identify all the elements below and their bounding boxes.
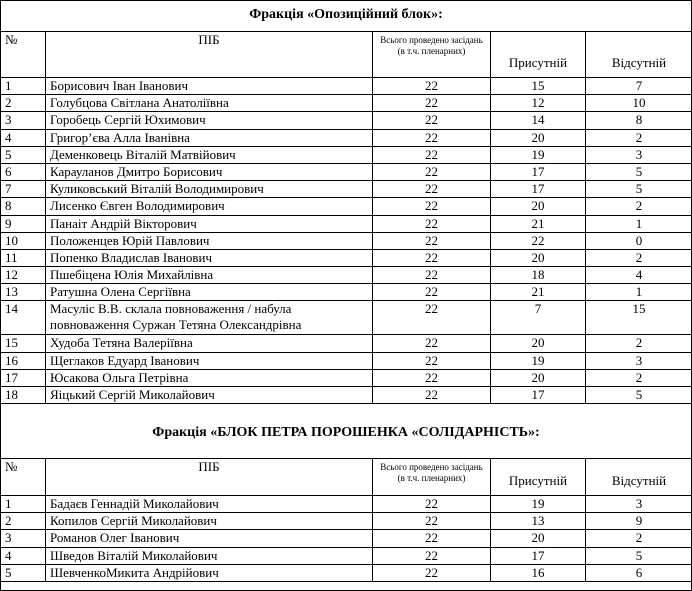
table-header-row xyxy=(1,459,692,496)
row-present: 20 xyxy=(491,530,586,547)
row-name: Бадаєв Геннадій Миколайович xyxy=(46,496,373,513)
section-title-opposition-bloc: Фракція «Опозиційний блок»: xyxy=(249,7,443,22)
row-absent: 7 xyxy=(586,78,692,95)
row-absent: 15 xyxy=(586,301,692,335)
row-present: 17 xyxy=(491,387,586,404)
row-number: 6 xyxy=(1,163,46,180)
attendance-table-poroshenko-bloc xyxy=(0,458,692,582)
row-name: Панаіт Андрій Вікторович xyxy=(46,215,373,232)
row-total-sessions: 22 xyxy=(373,78,491,95)
row-name: Лисенко Євген Володимирович xyxy=(46,198,373,215)
row-present: 17 xyxy=(491,163,586,180)
row-number: 18 xyxy=(1,387,46,404)
row-present: 21 xyxy=(491,284,586,301)
row-number: 12 xyxy=(1,267,46,284)
row-total-sessions: 22 xyxy=(373,267,491,284)
table-row xyxy=(1,78,692,95)
table-row xyxy=(1,564,692,581)
row-total-sessions: 22 xyxy=(373,215,491,232)
row-name: Положенцев Юрій Павлович xyxy=(46,232,373,249)
row-present: 20 xyxy=(491,249,586,266)
row-name: Голубцова Світлана Анатоліївна xyxy=(46,95,373,112)
table-row xyxy=(1,301,692,335)
table-row xyxy=(1,513,692,530)
table-header-row xyxy=(1,32,692,78)
row-present: 7 xyxy=(491,301,586,335)
row-total-sessions: 22 xyxy=(373,387,491,404)
table-row xyxy=(1,163,692,180)
row-name: Худоба Тетяна Валеріївна xyxy=(46,335,373,352)
row-total-sessions: 22 xyxy=(373,335,491,352)
header-total-sessions: Всього проведено засідань (в т.ч. пленарних) xyxy=(373,32,491,78)
table-row xyxy=(1,530,692,547)
row-name: Горобець Сергій Юхимович xyxy=(46,112,373,129)
row-absent: 2 xyxy=(586,249,692,266)
row-total-sessions: 22 xyxy=(373,513,491,530)
row-absent: 1 xyxy=(586,215,692,232)
row-number: 9 xyxy=(1,215,46,232)
row-present: 17 xyxy=(491,181,586,198)
row-total-sessions: 22 xyxy=(373,163,491,180)
row-number: 2 xyxy=(1,95,46,112)
row-absent: 2 xyxy=(586,198,692,215)
row-number: 3 xyxy=(1,112,46,129)
row-present: 20 xyxy=(491,369,586,386)
table-row xyxy=(1,181,692,198)
row-name: Попенко Владислав Іванович xyxy=(46,249,373,266)
row-absent: 10 xyxy=(586,95,692,112)
row-present: 19 xyxy=(491,352,586,369)
row-number: 16 xyxy=(1,352,46,369)
row-total-sessions: 22 xyxy=(373,369,491,386)
row-total-sessions: 22 xyxy=(373,547,491,564)
row-number: 4 xyxy=(1,129,46,146)
row-name: Карауланов Дмитро Борисович xyxy=(46,163,373,180)
row-number: 4 xyxy=(1,547,46,564)
row-number: 17 xyxy=(1,369,46,386)
row-present: 14 xyxy=(491,112,586,129)
row-total-sessions: 22 xyxy=(373,249,491,266)
row-number: 5 xyxy=(1,146,46,163)
table-row xyxy=(1,112,692,129)
row-present: 15 xyxy=(491,78,586,95)
row-absent: 1 xyxy=(586,284,692,301)
row-name: Пшебіцена Юлія Михайлівна xyxy=(46,267,373,284)
table-row xyxy=(1,232,692,249)
row-number: 7 xyxy=(1,181,46,198)
row-present: 21 xyxy=(491,215,586,232)
section-title-poroshenko-bloc: Фракція «БЛОК ПЕТРА ПОРОШЕНКА «СОЛІДАРНІСТЬ»: xyxy=(152,425,540,440)
row-number: 13 xyxy=(1,284,46,301)
row-present: 18 xyxy=(491,267,586,284)
row-name: Борисович Іван Іванович xyxy=(46,78,373,95)
row-present: 12 xyxy=(491,95,586,112)
row-absent: 2 xyxy=(586,335,692,352)
header-total-sessions: Всього проведено засідань (в т.ч. пленарних) xyxy=(373,459,491,496)
row-present: 16 xyxy=(491,564,586,581)
row-name: Яіцький Сергій Миколайович xyxy=(46,387,373,404)
row-total-sessions: 22 xyxy=(373,301,491,335)
row-present: 17 xyxy=(491,547,586,564)
row-name: Деменковець Віталій Матвійович xyxy=(46,146,373,163)
table-row xyxy=(1,496,692,513)
row-absent: 3 xyxy=(586,146,692,163)
table-row xyxy=(1,249,692,266)
table-row xyxy=(1,95,692,112)
row-name: Романов Олег Іванович xyxy=(46,530,373,547)
row-name: Юсакова Ольга Петрівна xyxy=(46,369,373,386)
row-name: Масуліс В.В. склала повноваження / набула повноваження Суржан Тетяна Олександрівна xyxy=(46,301,373,335)
row-total-sessions: 22 xyxy=(373,496,491,513)
row-absent: 2 xyxy=(586,369,692,386)
table-row xyxy=(1,369,692,386)
table-row xyxy=(1,547,692,564)
table-row xyxy=(1,198,692,215)
row-number: 10 xyxy=(1,232,46,249)
row-total-sessions: 22 xyxy=(373,198,491,215)
row-present: 19 xyxy=(491,496,586,513)
row-absent: 2 xyxy=(586,530,692,547)
row-present: 13 xyxy=(491,513,586,530)
row-absent: 8 xyxy=(586,112,692,129)
row-absent: 5 xyxy=(586,181,692,198)
row-total-sessions: 22 xyxy=(373,564,491,581)
header-present: Присутній xyxy=(491,459,586,496)
row-number: 15 xyxy=(1,335,46,352)
row-absent: 3 xyxy=(586,496,692,513)
row-absent: 2 xyxy=(586,129,692,146)
row-absent: 5 xyxy=(586,547,692,564)
table-row xyxy=(1,284,692,301)
header-present: Присутній xyxy=(491,32,586,78)
row-present: 20 xyxy=(491,198,586,215)
row-number: 3 xyxy=(1,530,46,547)
attendance-table-opposition-bloc xyxy=(0,31,692,404)
table-row xyxy=(1,267,692,284)
row-number: 14 xyxy=(1,301,46,335)
row-present: 22 xyxy=(491,232,586,249)
header-absent: Відсутній xyxy=(586,32,692,78)
row-absent: 9 xyxy=(586,513,692,530)
row-absent: 3 xyxy=(586,352,692,369)
row-name: Куликовський Віталій Володимирович xyxy=(46,181,373,198)
row-absent: 0 xyxy=(586,232,692,249)
row-total-sessions: 22 xyxy=(373,95,491,112)
row-present: 19 xyxy=(491,146,586,163)
row-number: 11 xyxy=(1,249,46,266)
table-row xyxy=(1,387,692,404)
row-total-sessions: 22 xyxy=(373,112,491,129)
table-row xyxy=(1,352,692,369)
row-total-sessions: 22 xyxy=(373,232,491,249)
row-number: 2 xyxy=(1,513,46,530)
row-number: 1 xyxy=(1,78,46,95)
row-number: 8 xyxy=(1,198,46,215)
row-present: 20 xyxy=(491,129,586,146)
row-name: Шведов Віталій Миколайович xyxy=(46,547,373,564)
table-row xyxy=(1,215,692,232)
row-number: 1 xyxy=(1,496,46,513)
table-row xyxy=(1,335,692,352)
row-name: Ратушна Олена Сергіївна xyxy=(46,284,373,301)
header-absent: Відсутній xyxy=(586,459,692,496)
header-number: № xyxy=(1,32,46,78)
header-name: ПІБ xyxy=(46,459,373,496)
row-total-sessions: 22 xyxy=(373,146,491,163)
row-total-sessions: 22 xyxy=(373,530,491,547)
row-name: ШевченкоМикита Андрійович xyxy=(46,564,373,581)
row-present: 20 xyxy=(491,335,586,352)
row-name: Копилов Сергій Миколайович xyxy=(46,513,373,530)
row-total-sessions: 22 xyxy=(373,181,491,198)
row-absent: 6 xyxy=(586,564,692,581)
header-number: № xyxy=(1,459,46,496)
table-row xyxy=(1,129,692,146)
row-absent: 4 xyxy=(586,267,692,284)
row-name: Щеглаков Едуард Іванович xyxy=(46,352,373,369)
row-total-sessions: 22 xyxy=(373,352,491,369)
row-number: 5 xyxy=(1,564,46,581)
header-name: ПІБ xyxy=(46,32,373,78)
row-absent: 5 xyxy=(586,387,692,404)
table-row xyxy=(1,146,692,163)
row-total-sessions: 22 xyxy=(373,284,491,301)
row-name: Григор’єва Алла Іванівна xyxy=(46,129,373,146)
row-absent: 5 xyxy=(586,163,692,180)
row-total-sessions: 22 xyxy=(373,129,491,146)
